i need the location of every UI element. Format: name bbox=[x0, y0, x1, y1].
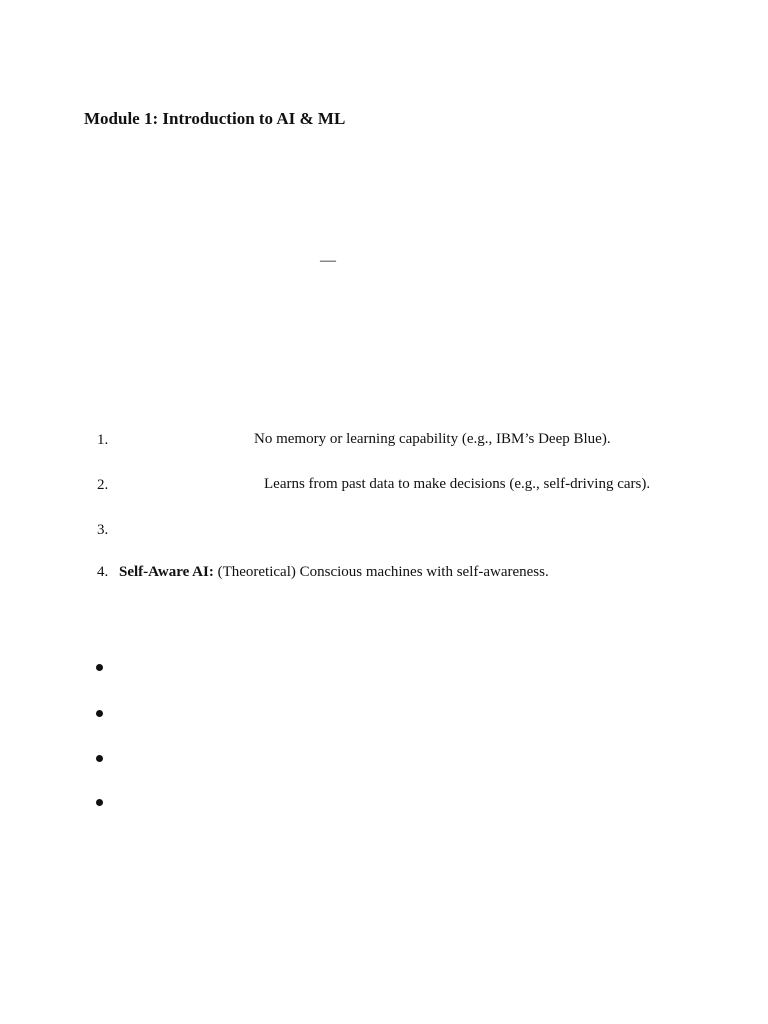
list-number-2: 2. bbox=[97, 477, 109, 493]
list-item-2-text: Learns from past data to make decisions (e.g., self-driving cars). bbox=[264, 476, 651, 492]
bullet-4 bbox=[96, 799, 103, 806]
list-number-4: 4. bbox=[97, 564, 109, 580]
bullet-3 bbox=[96, 755, 103, 762]
list-number-1: 1. bbox=[97, 432, 109, 448]
bullet-2 bbox=[96, 710, 103, 717]
list-item-4-label: Self-Aware AI: bbox=[119, 564, 214, 580]
module-title: Module 1: Introduction to AI & ML bbox=[84, 109, 346, 128]
list-item-4-desc: (Theoretical) Conscious machines with self-awareness. bbox=[217, 564, 549, 580]
list-item-4-text bbox=[119, 564, 549, 581]
bullet-1 bbox=[96, 664, 103, 671]
list-item-1-text: No memory or learning capability (e.g., IBM’s Deep Blue). bbox=[254, 431, 611, 447]
list-number-3: 3. bbox=[97, 522, 109, 538]
em-dash: — bbox=[320, 252, 336, 269]
